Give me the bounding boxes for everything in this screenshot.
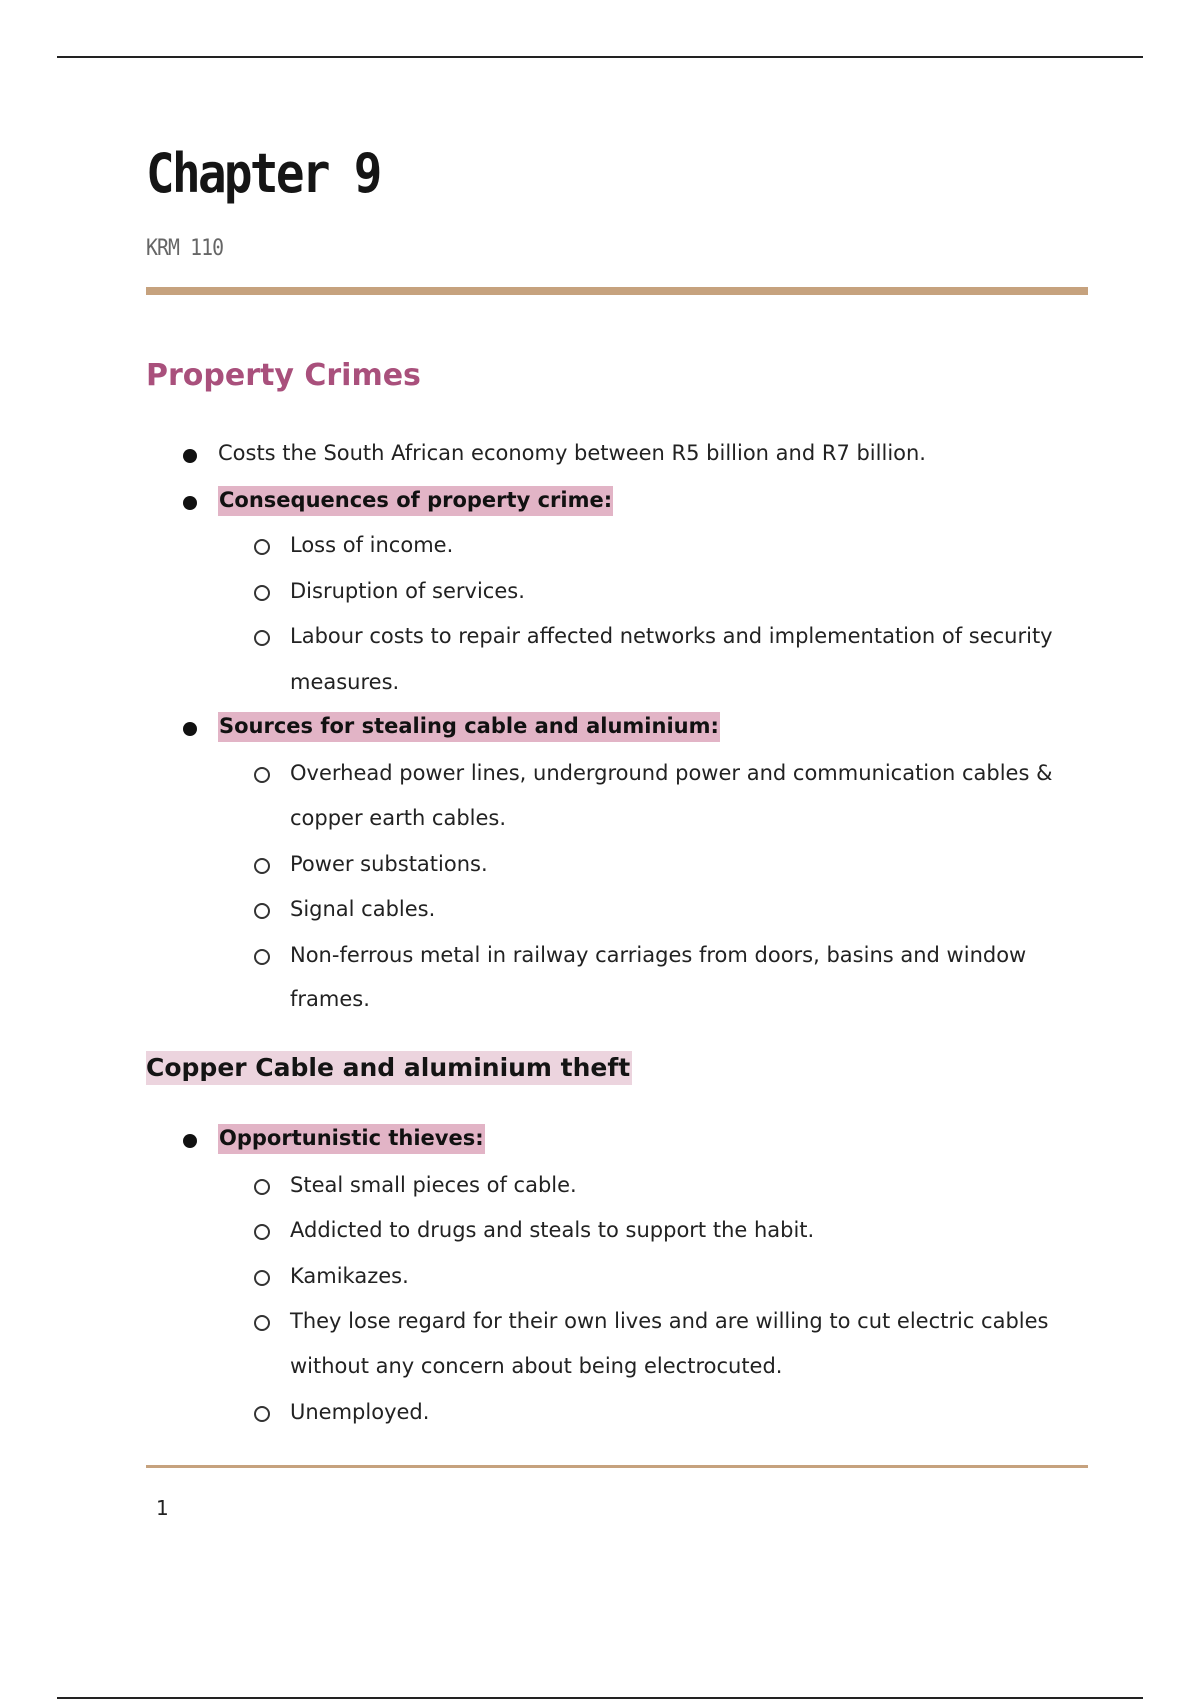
list-item: Addicted to drugs and steals to support the habit. [290,1218,815,1242]
list-item-sources [218,704,720,749]
highlighted-label: Opportunistic thieves: [218,1124,485,1154]
list-item: Signal cables. [290,897,436,921]
highlighted-label: Sources for stealing cable and aluminium: [218,712,720,742]
footer-divider [146,1465,1088,1468]
hollow-bullet-icon [254,1406,270,1422]
list-item: Overhead power lines, underground power and communication cables & [290,761,1053,785]
list-item: Labour costs to repair affected networks and implementation of security [290,624,1053,648]
hollow-bullet-icon [254,949,270,965]
page-top-rule [57,56,1143,58]
bullet-icon [183,496,197,510]
hollow-bullet-icon [254,585,270,601]
hollow-bullet-icon [254,1270,270,1286]
course-code: KRM 110 [146,236,224,261]
list-item-consequences [218,478,613,523]
list-item-continued: measures. [290,670,400,694]
list-item: Non-ferrous metal in railway carriages from doors, basins and window [290,943,1027,967]
page-title: Chapter 9 [146,142,380,205]
bullet-icon [183,1134,197,1148]
page-number: 1 [156,1496,169,1520]
list-item-costs: Costs the South African economy between R5 billion and R7 billion. [218,441,926,465]
highlighted-label: Consequences of property crime: [218,486,613,516]
page-bottom-rule [57,1697,1143,1699]
hollow-bullet-icon [254,539,270,555]
list-item: Power substations. [290,852,488,876]
hollow-bullet-icon [254,903,270,919]
hollow-bullet-icon [254,1179,270,1195]
list-item-continued: without any concern about being electrocuted. [290,1354,783,1378]
list-item-continued: frames. [290,987,370,1011]
hollow-bullet-icon [254,858,270,874]
bullet-icon [183,722,197,736]
list-item: Loss of income. [290,533,454,557]
hollow-bullet-icon [254,1224,270,1240]
heading-property-crimes: Property Crimes [146,358,421,393]
list-item: Unemployed. [290,1400,430,1424]
hollow-bullet-icon [254,767,270,783]
list-item-opportunistic [218,1116,485,1161]
hollow-bullet-icon [254,630,270,646]
bullet-icon [183,449,197,463]
list-item: Kamikazes. [290,1264,409,1288]
list-item-continued: copper earth cables. [290,806,507,830]
list-item: Steal small pieces of cable. [290,1173,577,1197]
hollow-bullet-icon [254,1315,270,1331]
list-item: They lose regard for their own lives and are willing to cut electric cables [290,1309,1049,1333]
heading-copper-cable-theft: Copper Cable and aluminium theft [146,1051,632,1085]
title-divider [146,287,1088,295]
list-item: Disruption of services. [290,579,525,603]
